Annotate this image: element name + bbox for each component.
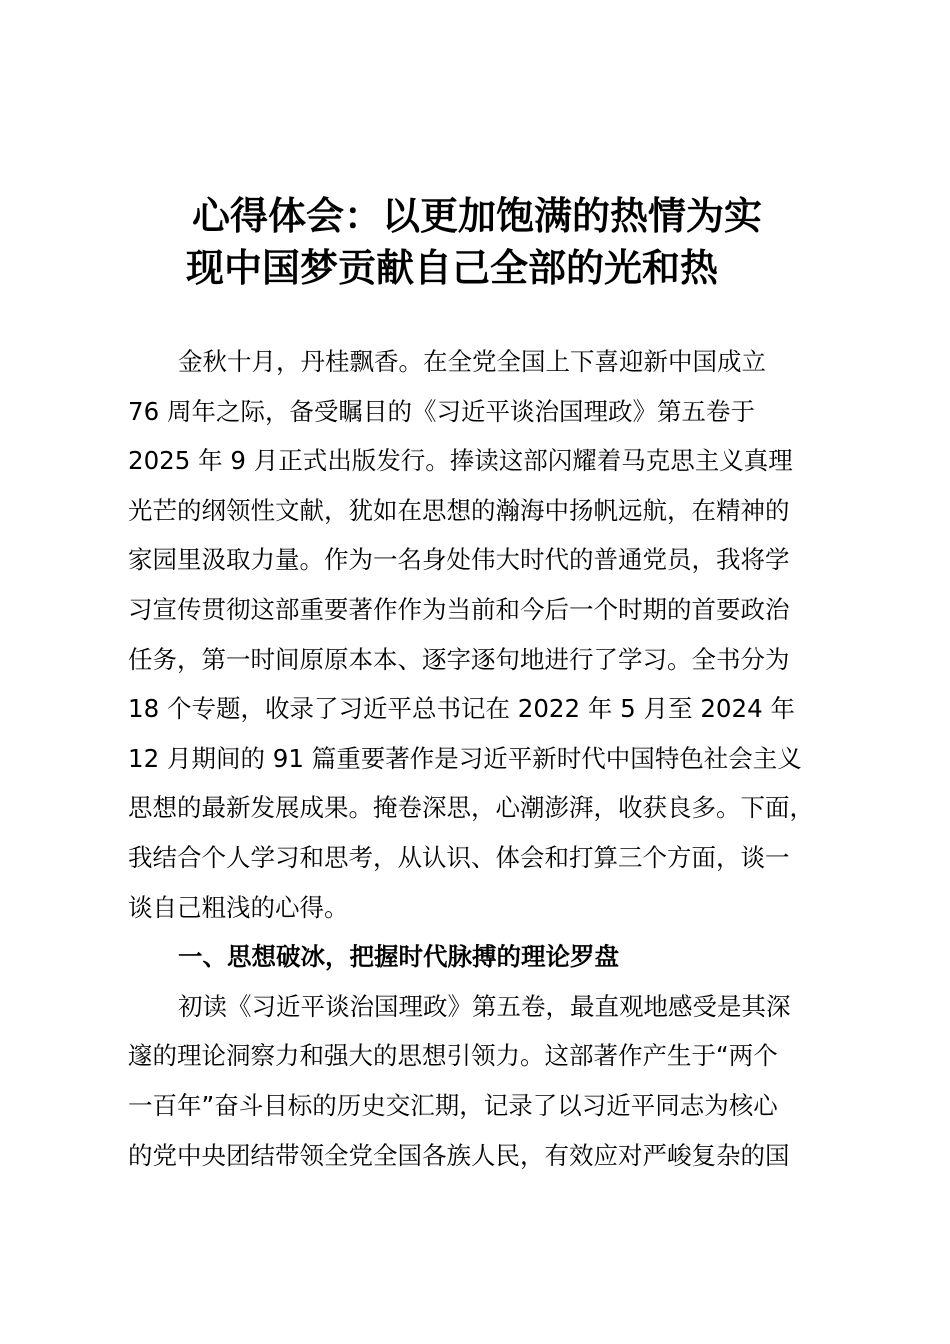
text-line: 习宣传贯彻这部重要著作作为当前和今后一个时期的首要政治 [128,594,790,624]
text-line: 谈自己粗浅的心得。 [128,892,349,922]
title-line: 现中国梦贡献自己全部的光和热 [186,246,719,290]
text-line: 思想的最新发展成果。掩卷深思，心潮澎湃，收获良多。下面， [128,793,814,823]
text-line: 家园里汲取力量。作为一名身处伟大时代的普通党员，我将学 [128,545,790,575]
text-line: 一百年”奋斗目标的历史交汇期，记录了以习近平同志为核心 [128,1090,778,1120]
text-line: 2025 年 9 月正式出版发行。捧读这部闪耀着马克思主义真理 [128,446,793,476]
text-line: 我结合个人学习和思考，从认识、体会和打算三个方面，谈一 [128,842,790,872]
text-line: 任务，第一时间原原本本、逐字逐句地进行了学习。全书分为 [128,644,790,674]
text-line: 的党中央团结带领全党全国各族人民，有效应对严峻复杂的国 [128,1140,790,1170]
text-line: 金秋十月，丹桂飘香。在全党全国上下喜迎新中国成立 [178,347,766,376]
paragraph-intro [128,337,828,932]
document-body [128,337,828,1180]
text-line: 光芒的纲领性文献，犹如在思想的瀚海中扬帆远航，在精神的 [128,495,790,525]
text-line: 初读《习近平谈治国理政》第五卷，最直观地感受是其深 [178,991,791,1021]
document-title [186,190,846,294]
section-heading: 一、思想破冰，把握时代脉搏的理论罗盘 [178,942,619,972]
title-line: 心得体会：以更加饱满的热情为实 [192,194,763,238]
text-line: 12 月期间的 91 篇重要著作是习近平新时代中国特色社会主义 [128,743,802,773]
text-line: 邃的理论洞察力和强大的思想引领力。这部著作产生于“两个 [128,1041,778,1071]
text-line: 76 周年之际，备受瞩目的《习近平谈治国理政》第五卷于 [128,396,755,426]
text-line: 18 个专题，收录了习近平总书记在 2022 年 5 月至 2024 年 [128,694,795,724]
paragraph-section1 [128,982,828,1180]
